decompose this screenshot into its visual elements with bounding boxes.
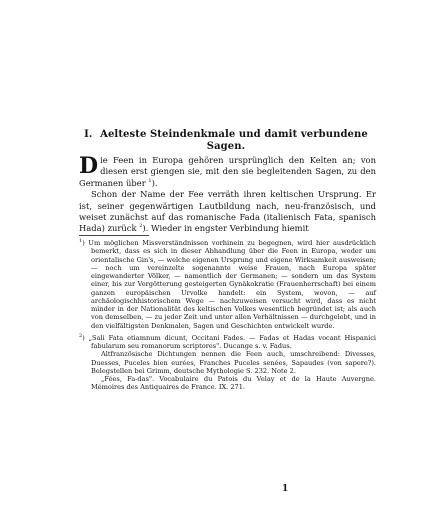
- footnote-2-text: „Sali Fata etiamnum dicunt, Occitani Fades. — Fadas et Hadas vocant Hispanici fabularum seu romanorum scriptores". Ducange s. v. Fadus.: [88, 333, 376, 350]
- footnote-1-text: Um möglichen Missverständnissen vorhinein zu begegnen, wird hier ausdrücklich bemerkt, dass es sich in dieser Abhandlung über die Feen in Europa, weder um orientalische Gin's, — welche eigenen Ursprung und eigene Wirksamkeit ausweisen; — noch um vereinzelte sogenannte weise Frauen, nach Europa später eingewanderter Völker, — namentlich der Germanen; — sondern um das System einer, bis zur Vergötterung gesteigerten Gynäkokratie (Frauenherrschaft) bei einem ganzen europäischen Urvolke handelt: ein System, wovon, — auf archäologischhistorischem Wege — nachzuweisen versucht wird, dass es nicht minder in der Nationalität des keltischen Volkes wesentlich begründet ist; als auch von demselben, — zu jeder Zeit und unter allen Verhältnissen — durchgelebt, und in den vielfältigsten Denkmalen, Sagen und Geschichten entwickelt wurde.: [88, 239, 376, 330]
- footnote-2-continuation-2: „Fées, Fa-das". Vocabulaire du Patois du Velay et de la Haute Auvergne. Mémoires des Antiquaires de France. IX. 271.: [91, 375, 376, 392]
- paragraph-2-text: Schon der Name der Fee verräth ihren keltischen Ursprung. Er ist, seiner gegenwärtigen Lautbildung nach, neu-französisch, und weiset zunächst auf das romanische Fada (italienisch Fata, spanisch Hada) zurück: [79, 189, 376, 234]
- body-text: [79, 155, 376, 235]
- footnote-ref-2: 2: [139, 223, 143, 230]
- footnotes: [79, 239, 376, 392]
- footnote-2: $^2$) „Sali Fata etiamnum dicunt, Occitani Fades. — Fadas et Hadas vocant Hispanici fabularum seu romanorum scriptores". Ducange s. v. Fadus.: [79, 332, 376, 350]
- footnote-ref-1: 1: [148, 178, 152, 185]
- paragraph-1: [79, 155, 376, 189]
- footnote-1: $^1$) Um möglichen Missverständnissen vorhinein zu begegnen, wird hier ausdrücklich bemerkt, dass es sich in dieser Abhandlung über die Feen in Europa, weder um orientalische Gin's, — welche eigenen Ursprung und eigene Wirksamkeit ausweisen; — noch um vereinzelte sogenannte weise Frauen, nach Europa später eingewanderter Völker, — namentlich der Germanen; — sondern um das System einer, bis zur Vergötterung gesteigerten Gynäkokratie (Frauenherrschaft) bei einem ganzen europäischen Urvolke handelt: ein System, wovon, — auf archäologischhistorischem Wege — nachzuweisen versucht wird, dass es nicht minder in der Nationalität des keltischen Volkes wesentlich begründet ist; als auch von demselben, — zu jeder Zeit und unter allen Verhältnissen — durchgelebt, und in den vielfältigsten Denkmalen, Sagen und Geschichten entwickelt wurde.: [79, 237, 376, 330]
- section-heading: [78, 129, 374, 153]
- paragraph-2-end: ). Wieder in engster Verbindung hiemit: [142, 223, 309, 234]
- footnote-2-continuation: Altfranzösische Dichtungen nennen die Feen auch, umschreibend: Divesses, Duesses, Puceles bien eurées, Franches Puceles senées, Sapaudes (von sapere?). Belegstellen bei Grimm, deutsche Mythologie S. 232. Note 2.: [91, 350, 376, 375]
- paragraph-1-text: ie Feen in Europa gehören ursprünglich den Kelten an; von diesen erst giengen sie, mit den sie begleitenden Sagen, zu den Germanen über: [79, 155, 376, 188]
- printer-signature: 1: [282, 484, 289, 494]
- paragraph-2: [79, 189, 376, 235]
- section-number: I.: [84, 129, 93, 140]
- footnote-1-marker: 1: [79, 237, 83, 244]
- drop-cap: D: [79, 153, 99, 179]
- section-title: Aelteste Steindenkmale und damit verbundene Sagen.: [100, 129, 368, 152]
- footnote-divider: [79, 235, 149, 236]
- footnote-2-marker: 2: [79, 332, 83, 339]
- paragraph-1-end: ).: [151, 177, 158, 188]
